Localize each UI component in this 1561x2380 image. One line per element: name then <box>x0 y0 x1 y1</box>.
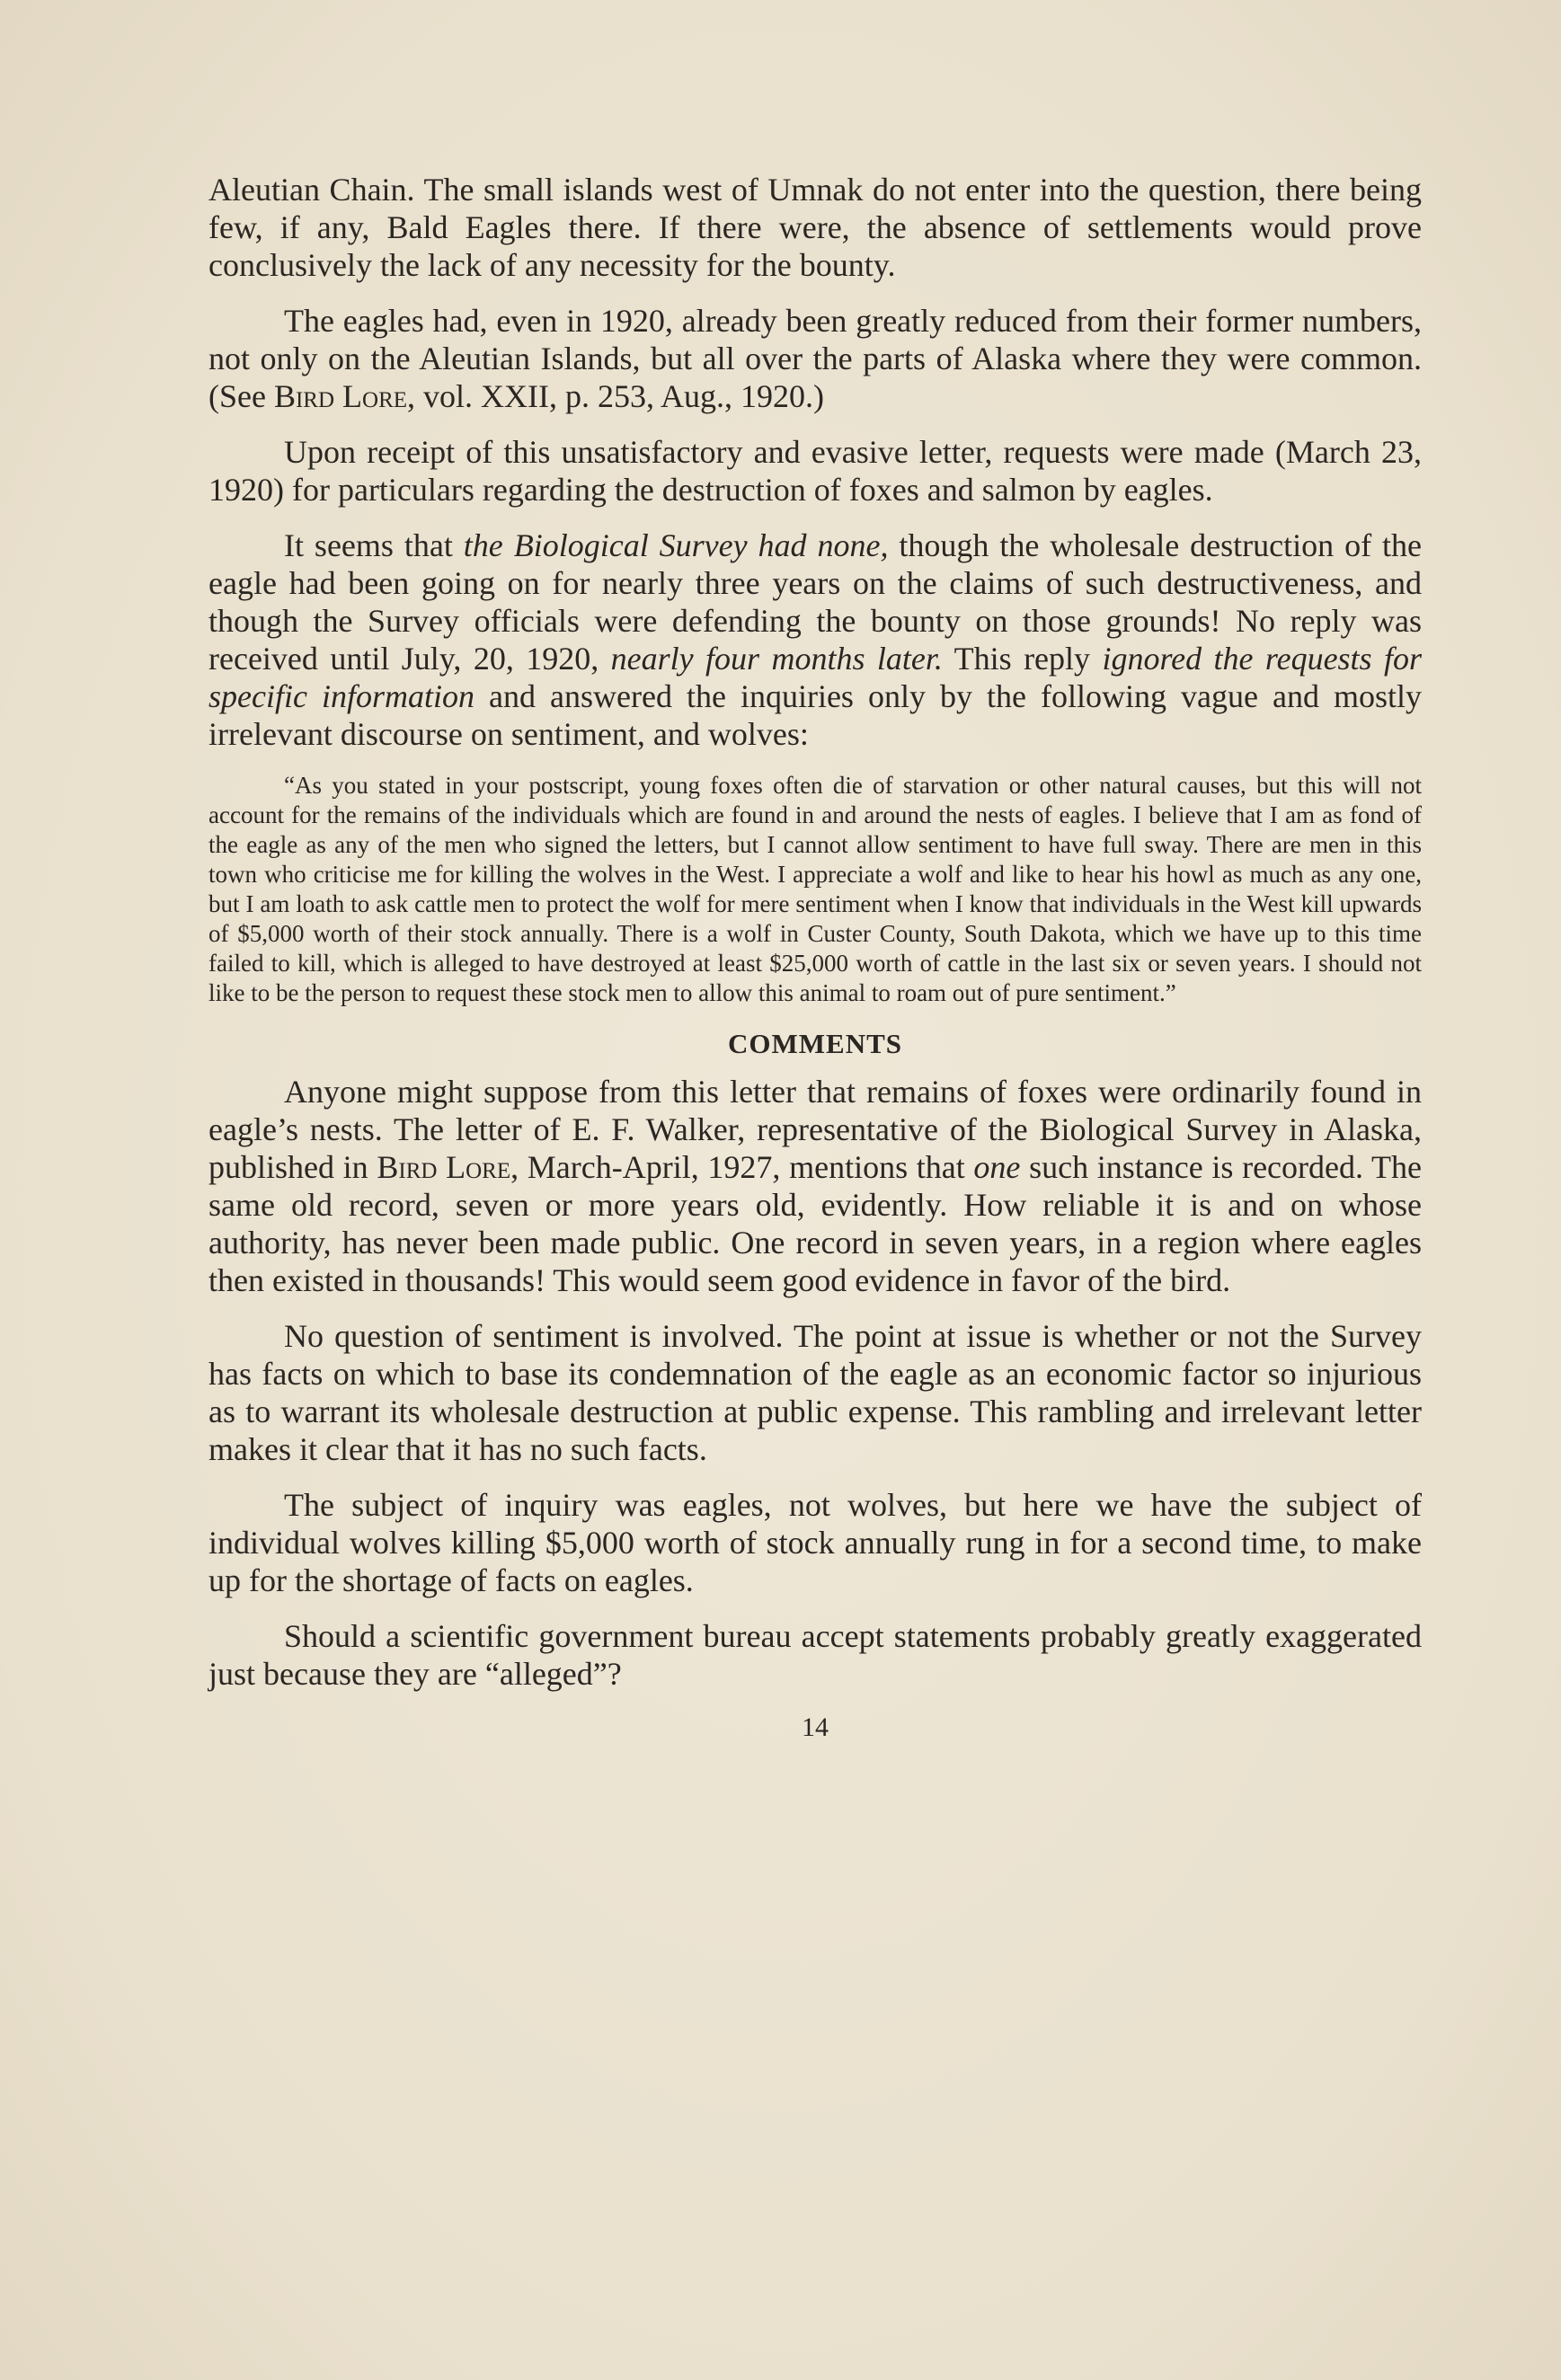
paragraph-4 <box>208 526 1422 753</box>
paragraph-4-italic-b: the Biological Survey had none, <box>463 527 889 563</box>
paragraph-8: Should a scientific government bureau accept statements probably greatly exaggerated just because they are “alleged”? <box>208 1618 1422 1692</box>
block-quote: “As you stated in your postscript, young foxes often die of starvation or other natural causes, but this will not account for the remains of the individuals which are found in and around the nests of eagles. I believe that I am as fond of the eagle as any of the men who signed the letters, but I cannot allow sentiment to have full sway. There are men in this town who criticise me for killing the wolves in the West. I appreciate a wolf and like to hear his howl as much as any one, but I am loath to ask cattle men to protect the wolf for mere sentiment when I know that individuals in the West kill upwards of $5,000 worth of their stock annually. There is a wolf in Custer County, South Dakota, which we have up to this time failed to kill, which is alleged to have destroyed at least $25,000 worth of cattle in the last six or seven years. I should not like to be the person to request these stock men to allow this animal to roam out of pure sentiment.” <box>208 772 1422 1006</box>
section-heading-comments: COMMENTS <box>728 1028 902 1059</box>
paragraph-2-bird-lore: Bird Lore <box>273 378 408 414</box>
paragraph-2 <box>208 302 1422 415</box>
paragraph-3: Upon receipt of this unsatisfactory and evasive letter, requests were made (March 23, 1920) for particulars regarding the destruction of foxes and salmon by eagles. <box>208 434 1422 508</box>
paragraph-4-text-a: It seems that <box>284 527 464 563</box>
paragraph-1: Aleutian Chain. The small islands west of Umnak do not enter into the question, there being few, if any, Bald Eagles there. If there were, the absence of settlements would prove conclusively the lack of any necessity for the bounty. <box>208 172 1422 283</box>
paragraph-2-text-c: , vol. XXII, p. 253, Aug., 1920.) <box>407 378 825 414</box>
paragraph-2-text-a: The eagles had, even in 1920, already been greatly reduced from their former numbers, not only on the Aleutian Islands, but all over the parts of Alaska where they were common. (See <box>208 303 1422 414</box>
page-content <box>208 171 1422 1743</box>
paragraph-4-italic-f: ignored the requests for specific information <box>208 641 1422 714</box>
paragraph-6: No question of sentiment is involved. The point at issue is whether or not the Survey has facts on which to base its condemnation of the eagle as an economic factor so injurious as to warrant its wholesale destruction at public expense. This rambling and irrelevant letter makes it clear that it has no such facts. <box>208 1318 1422 1467</box>
paragraph-5-bird-lore: Bird Lore <box>377 1149 511 1185</box>
paragraph-4-italic-d: nearly four months later. <box>610 641 943 677</box>
paragraph-4-text-c: though the wholesale destruction of the eagle had been going on for nearly three years on the claims of such destructiveness, and though the Survey officials were defending the bounty on those grounds! No reply was received until July, 20, 1920, <box>208 527 1423 677</box>
paragraph-5 <box>208 1073 1422 1299</box>
paragraph-4-text-g: and answered the inquiries only by the following vague and mostly irrelevant discourse on sentiment, and wolves: <box>208 678 1422 752</box>
paragraph-5-italic-d: one <box>973 1149 1021 1185</box>
paragraph-5-text-c: , March-April, 1927, mentions that <box>510 1149 974 1185</box>
page-number: 14 <box>802 1712 829 1742</box>
paragraph-5-text-a: Anyone might suppose from this letter that remains of foxes were ordinarily found in eagle’s nests. The letter of E. F. Walker, representative of the Biological Survey in Alaska, published in <box>208 1074 1422 1185</box>
paragraph-4-text-e: This reply <box>942 641 1103 677</box>
paragraph-5-text-e: such instance is recorded. The same old record, seven or more years old, evidently. How reliable it is and on whose authority, has never been made public. One record in seven years, in a region where eagles then existed in thousands! This would seem good evidence in favor of the bird. <box>208 1149 1422 1298</box>
paragraph-7: The subject of inquiry was eagles, not wolves, but here we have the subject of individual wolves killing $5,000 worth of stock annually rung in for a second time, to make up for the shortage of facts on eagles. <box>208 1487 1422 1598</box>
